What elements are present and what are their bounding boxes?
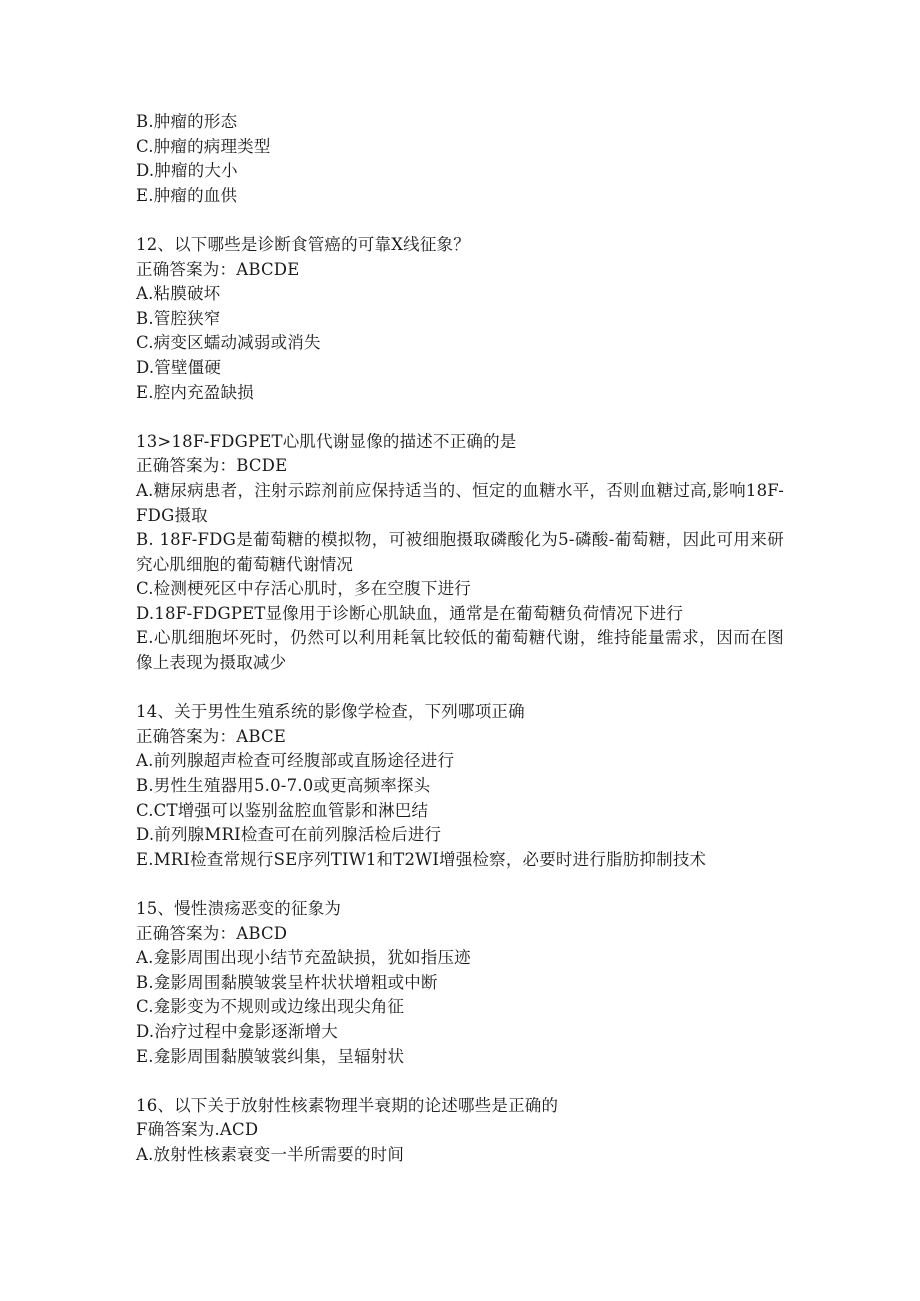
- option-a: A.前列腺超声检查可经腹部或直肠途径进行: [136, 751, 455, 771]
- option-b: B.管腔狭窄: [136, 308, 221, 328]
- question-text: 13>18F-FDGPET心肌代谢显像的描述不正确的是: [136, 431, 517, 451]
- option-d: D.肿瘤的大小: [136, 161, 238, 181]
- question-15: [136, 897, 796, 1069]
- option-e: E.肿瘤的血供: [136, 185, 238, 205]
- option-c: C.病变区蠕动减弱或消失: [136, 333, 321, 353]
- option-e: E.MRI检查常规行SE序列TIW1和T2WI增强检察，必要时进行脂肪抑制技术: [136, 849, 707, 869]
- option-a: A.粘膜破坏: [136, 284, 221, 304]
- question-14: [136, 700, 796, 872]
- answer-text: F确答案为.ACD: [136, 1120, 259, 1140]
- option-b: B.龛影周围黏膜皱裳呈杵状状增粗或中断: [136, 972, 438, 992]
- question-text: 14、关于男性生殖系统的影像学检查，下列哪项正确: [136, 702, 525, 722]
- answer-text: 正确答案为：BCDE: [136, 456, 288, 476]
- option-c: C.CT增强可以鉴别盆腔血管影和淋巴结: [136, 800, 429, 820]
- question-16: [136, 1094, 796, 1168]
- option-d: D.管壁僵硬: [136, 357, 222, 377]
- answer-text: 正确答案为：ABCD: [136, 923, 288, 943]
- option-d: D.治疗过程中龛影逐渐增大: [136, 1021, 338, 1041]
- option-e: E.腔内充盈缺损: [136, 382, 254, 402]
- document-body: [136, 110, 796, 1192]
- option-a: A.放射性核素衰变一半所需要的时间: [136, 1144, 405, 1164]
- option-e: E.心肌细胞坏死时，仍然可以利用耗氧比较低的葡萄糖代谢，维持能量需求，因而在图像上表现为摄取减少: [136, 628, 784, 673]
- option-b: B.男性生殖器用5.0-7.0或更高频率探头: [136, 776, 431, 796]
- answer-text: 正确答案为：ABCE: [136, 726, 287, 746]
- question-text: 12、以下哪些是诊断食管癌的可靠X线征象？: [136, 234, 470, 254]
- question-12: [136, 233, 796, 405]
- question-text: 15、慢性溃疡恶变的征象为: [136, 899, 342, 918]
- question-13: [136, 430, 796, 676]
- option-c: C.肿瘤的病理类型: [136, 136, 271, 156]
- option-a: A.糖尿病患者，注射示踪剂前应保持适当的、恒定的血糖水平，否则血糖过高,影响18F-FDG摄取: [136, 480, 784, 525]
- option-b: B. 18F-FDG是葡萄糖的模拟物，可被细胞摄取磷酸化为5-磷酸-葡萄糖，因此可用来研究心肌细胞的葡萄糖代谢情况: [136, 530, 784, 574]
- option-a: A.龛影周围出现小结节充盈缺损，犹如指压迹: [136, 948, 471, 968]
- option-d: D.18F-FDGPET显像用于诊断心肌缺血，通常是在葡萄糖负荷情况下进行: [136, 603, 684, 623]
- option-d: D.前列腺MRI检查可在前列腺活检后进行: [136, 825, 442, 845]
- option-e: E.龛影周围黏膜皱裳纠集，呈辐射状: [136, 1046, 405, 1066]
- option-b: B.肿瘤的形态: [136, 112, 238, 131]
- question-11-options-continued: [136, 110, 796, 208]
- option-c: C.检测梗死区中存活心肌时，多在空腹下进行: [136, 579, 471, 599]
- answer-text: 正确答案为：ABCDE: [136, 259, 300, 279]
- option-c: C.龛影变为不规则或边缘出现尖角征: [136, 997, 405, 1017]
- question-text: 16、以下关于放射性核素物理半衰期的论述哪些是正确的: [136, 1095, 559, 1115]
